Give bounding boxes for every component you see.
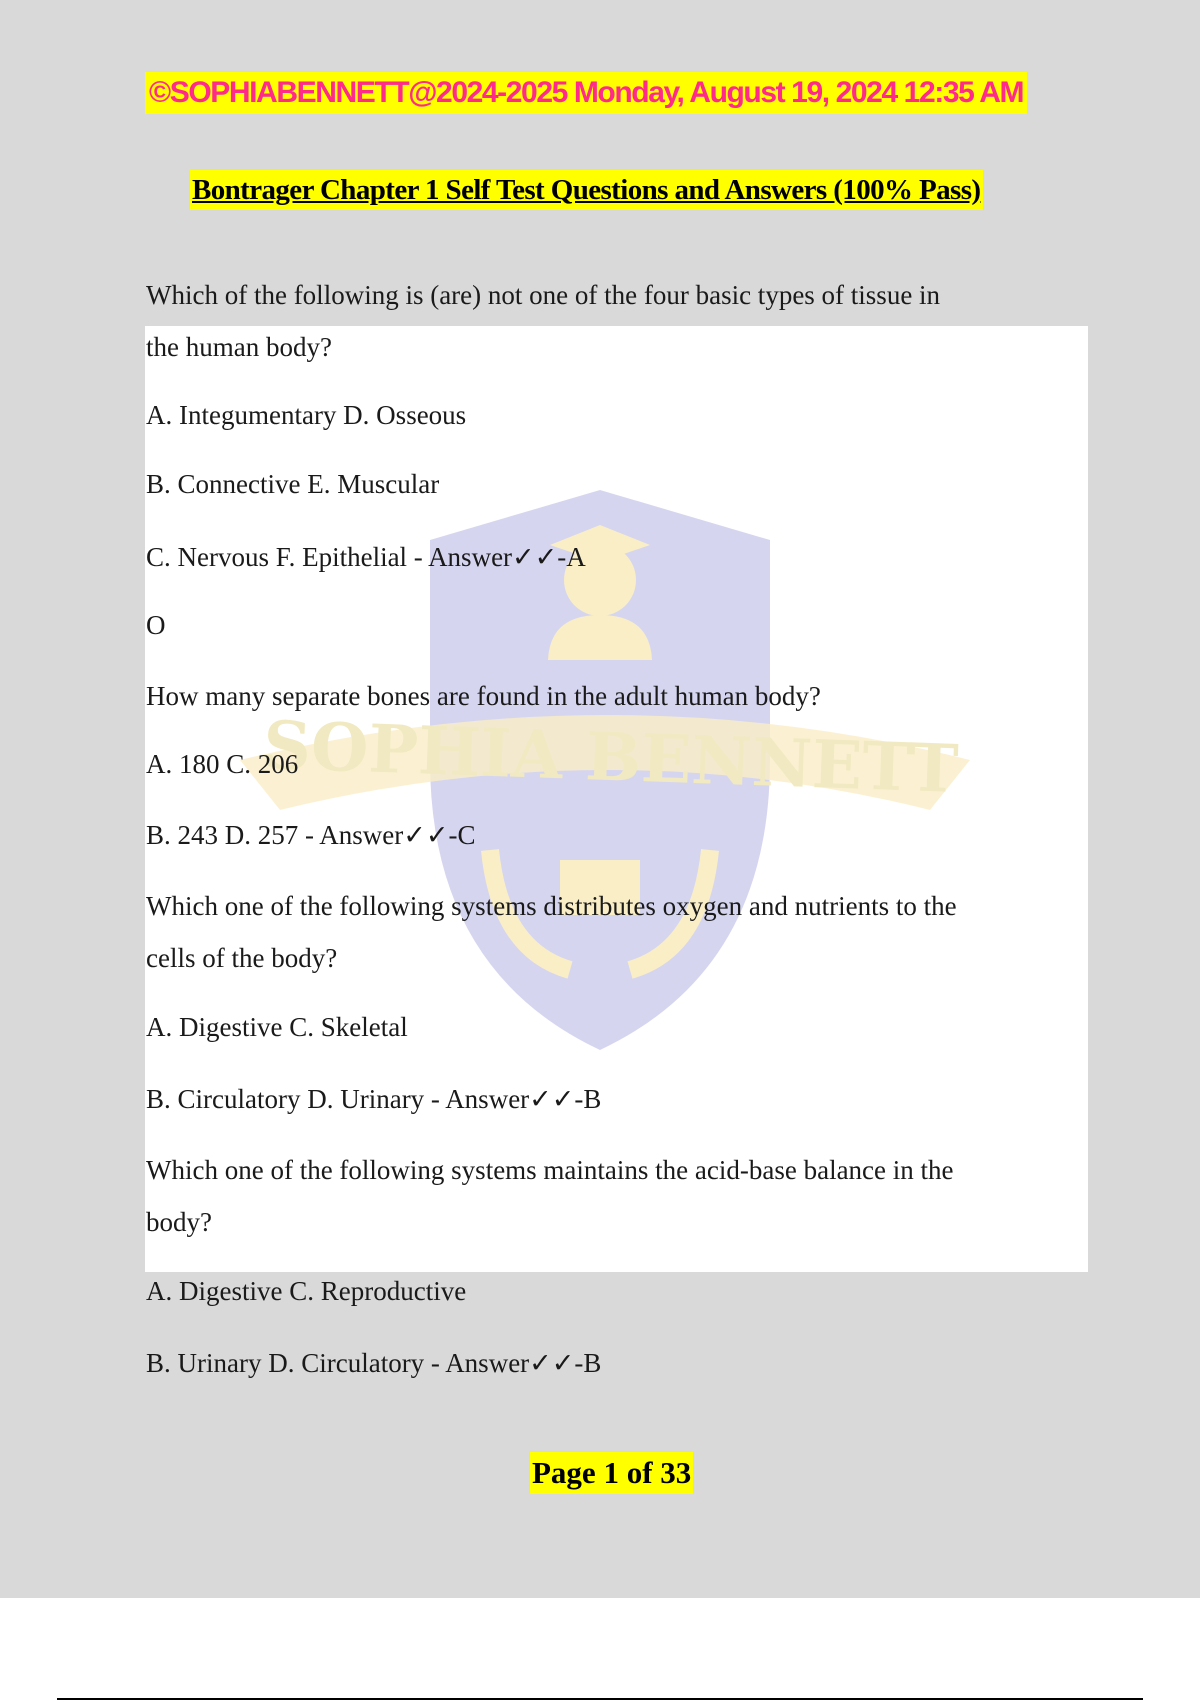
question-1-option-cf-answer: C. Nervous F. Epithelial - Answer✓✓-A: [146, 542, 586, 572]
question-3-line-2: cells of the body?: [146, 943, 338, 973]
question-3-line-1: Which one of the following systems distributes oxygen and nutrients to the: [146, 891, 957, 921]
question-4-option-bd-answer: B. Urinary D. Circulatory - Answer✓✓-B: [146, 1348, 602, 1378]
question-4-option-ac: A. Digestive C. Reproductive: [146, 1276, 467, 1306]
question-3-option-bd-answer: B. Circulatory D. Urinary - Answer✓✓-B: [146, 1084, 602, 1114]
document-title: Bontrager Chapter 1 Self Test Questions and Answers (100% Pass): [190, 170, 983, 210]
copyright-stamp: ©SOPHIABENNETT@2024-2025 Monday, August 19, 2024 12:35 AM: [145, 72, 1027, 114]
question-2-option-bd-answer: B. 243 D. 257 - Answer✓✓-C: [146, 820, 476, 850]
watermark-text: SOPHIA BENNETT: [262, 705, 960, 809]
question-2-option-ac: A. 180 C. 206: [146, 749, 299, 779]
question-4-line-2: body?: [146, 1207, 212, 1237]
question-1-option-ad: A. Integumentary D. Osseous: [146, 400, 467, 430]
question-4-line-1: Which one of the following systems maintains the acid-base balance in the: [146, 1155, 954, 1185]
question-1-line-1: Which of the following is (are) not one of the four basic types of tissue in: [146, 280, 941, 310]
question-2-text: How many separate bones are found in the adult human body?: [146, 681, 821, 711]
stray-letter: O: [146, 610, 166, 640]
question-3-option-ac: A. Digestive C. Skeletal: [146, 1012, 408, 1042]
page-number: Page 1 of 33: [530, 1452, 693, 1494]
question-1-line-2: the human body?: [146, 332, 332, 362]
question-1-option-be: B. Connective E. Muscular: [146, 469, 440, 499]
